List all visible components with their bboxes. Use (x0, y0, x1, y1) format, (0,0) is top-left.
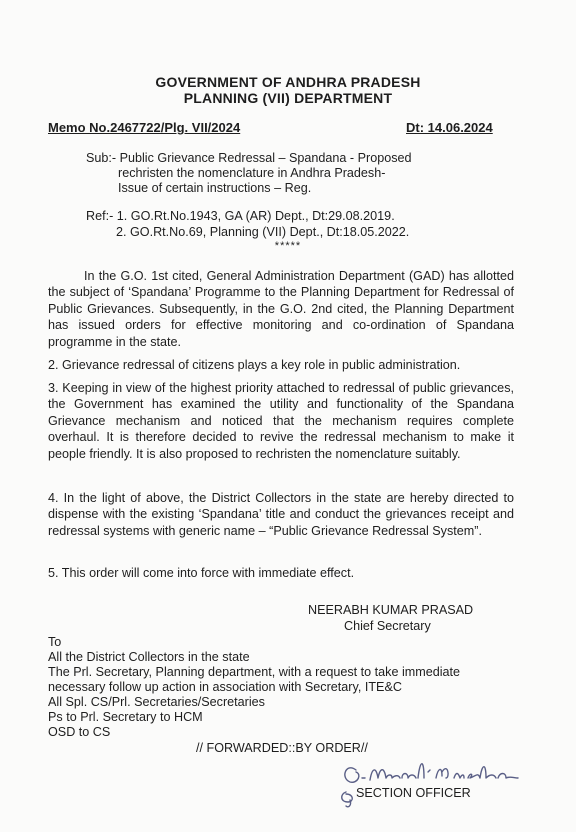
recipient-line: The Prl. Secretary, Planning department, with a request to take immediate (48, 665, 461, 679)
recipients-to: To (48, 635, 62, 649)
recipient-line: necessary follow up action in association with Secretary, ITE&C (48, 680, 402, 694)
recipient-line: All the District Collectors in the state (48, 650, 250, 664)
subject-line-1: Sub:- Public Grievance Redressal – Spandana - Proposed (86, 151, 412, 165)
subject-line-3: Issue of certain instructions – Reg. (118, 181, 312, 195)
memo-number: Memo No.2467722/Plg. VII/2024 (48, 120, 241, 135)
signatory-designation: Chief Secretary (344, 619, 431, 633)
signatory-name: NEERABH KUMAR PRASAD (308, 603, 474, 617)
memo-date: Dt: 14.06.2024 (406, 120, 493, 135)
separator-stars: ***** (274, 240, 302, 252)
paragraph-2: 2. Grievance redressal of citizens plays a key role in public administration. (48, 358, 461, 372)
header-government: GOVERNMENT OF ANDHRA PRADESH (155, 74, 421, 90)
paragraph-1: In the G.O. 1st cited, General Administration Department (GAD) has allotted the subject of ‘Spandana’ Programme to the Planning Department for Redressal of Public Grievances. Subsequently, in the G.O. 2nd cited, the Planning Department has issued orders for effective monitoring and co-ordination of Spandana programme in the state. (48, 269, 514, 349)
reference-2: 2. GO.Rt.No.69, Planning (VII) Dept., Dt:18.05.2022. (116, 225, 410, 239)
recipient-line: Ps to Prl. Secretary to HCM (48, 710, 203, 724)
paragraph-4: 4. In the light of above, the District Collectors in the state are hereby directed to dispense with the existing ‘Spandana’ title and conduct the grievances receipt and redressal systems with generic name – “Public Grievance Redressal System”. (48, 491, 514, 538)
paragraph-5: 5. This order will come into force with immediate effect. (48, 566, 355, 580)
forwarded-by-order: // FORWARDED::BY ORDER// (196, 741, 368, 755)
header-department: PLANNING (VII) DEPARTMENT (183, 90, 393, 106)
subject-line-2: rechristen the nomenclature in Andhra Pradesh- (118, 166, 386, 180)
recipient-line: OSD to CS (48, 725, 111, 739)
paragraph-3: 3. Keeping in view of the highest priority attached to redressal of public grievances, the Government has examined the utility and functionality of the Spandana Grievance mechanism and noticed that the mechanism requires complete overhaul. It is therefore decided to revive the redressal mechanism to make it people friendly. It is also proposed to rechristen the nomenclature suitably. (48, 381, 514, 461)
reference-1: Ref:- 1. GO.Rt.No.1943, GA (AR) Dept., Dt:29.08.2019. (86, 209, 395, 223)
recipient-line: All Spl. CS/Prl. Secretaries/Secretaries (48, 695, 265, 709)
section-officer-label: SECTION OFFICER (356, 786, 471, 800)
